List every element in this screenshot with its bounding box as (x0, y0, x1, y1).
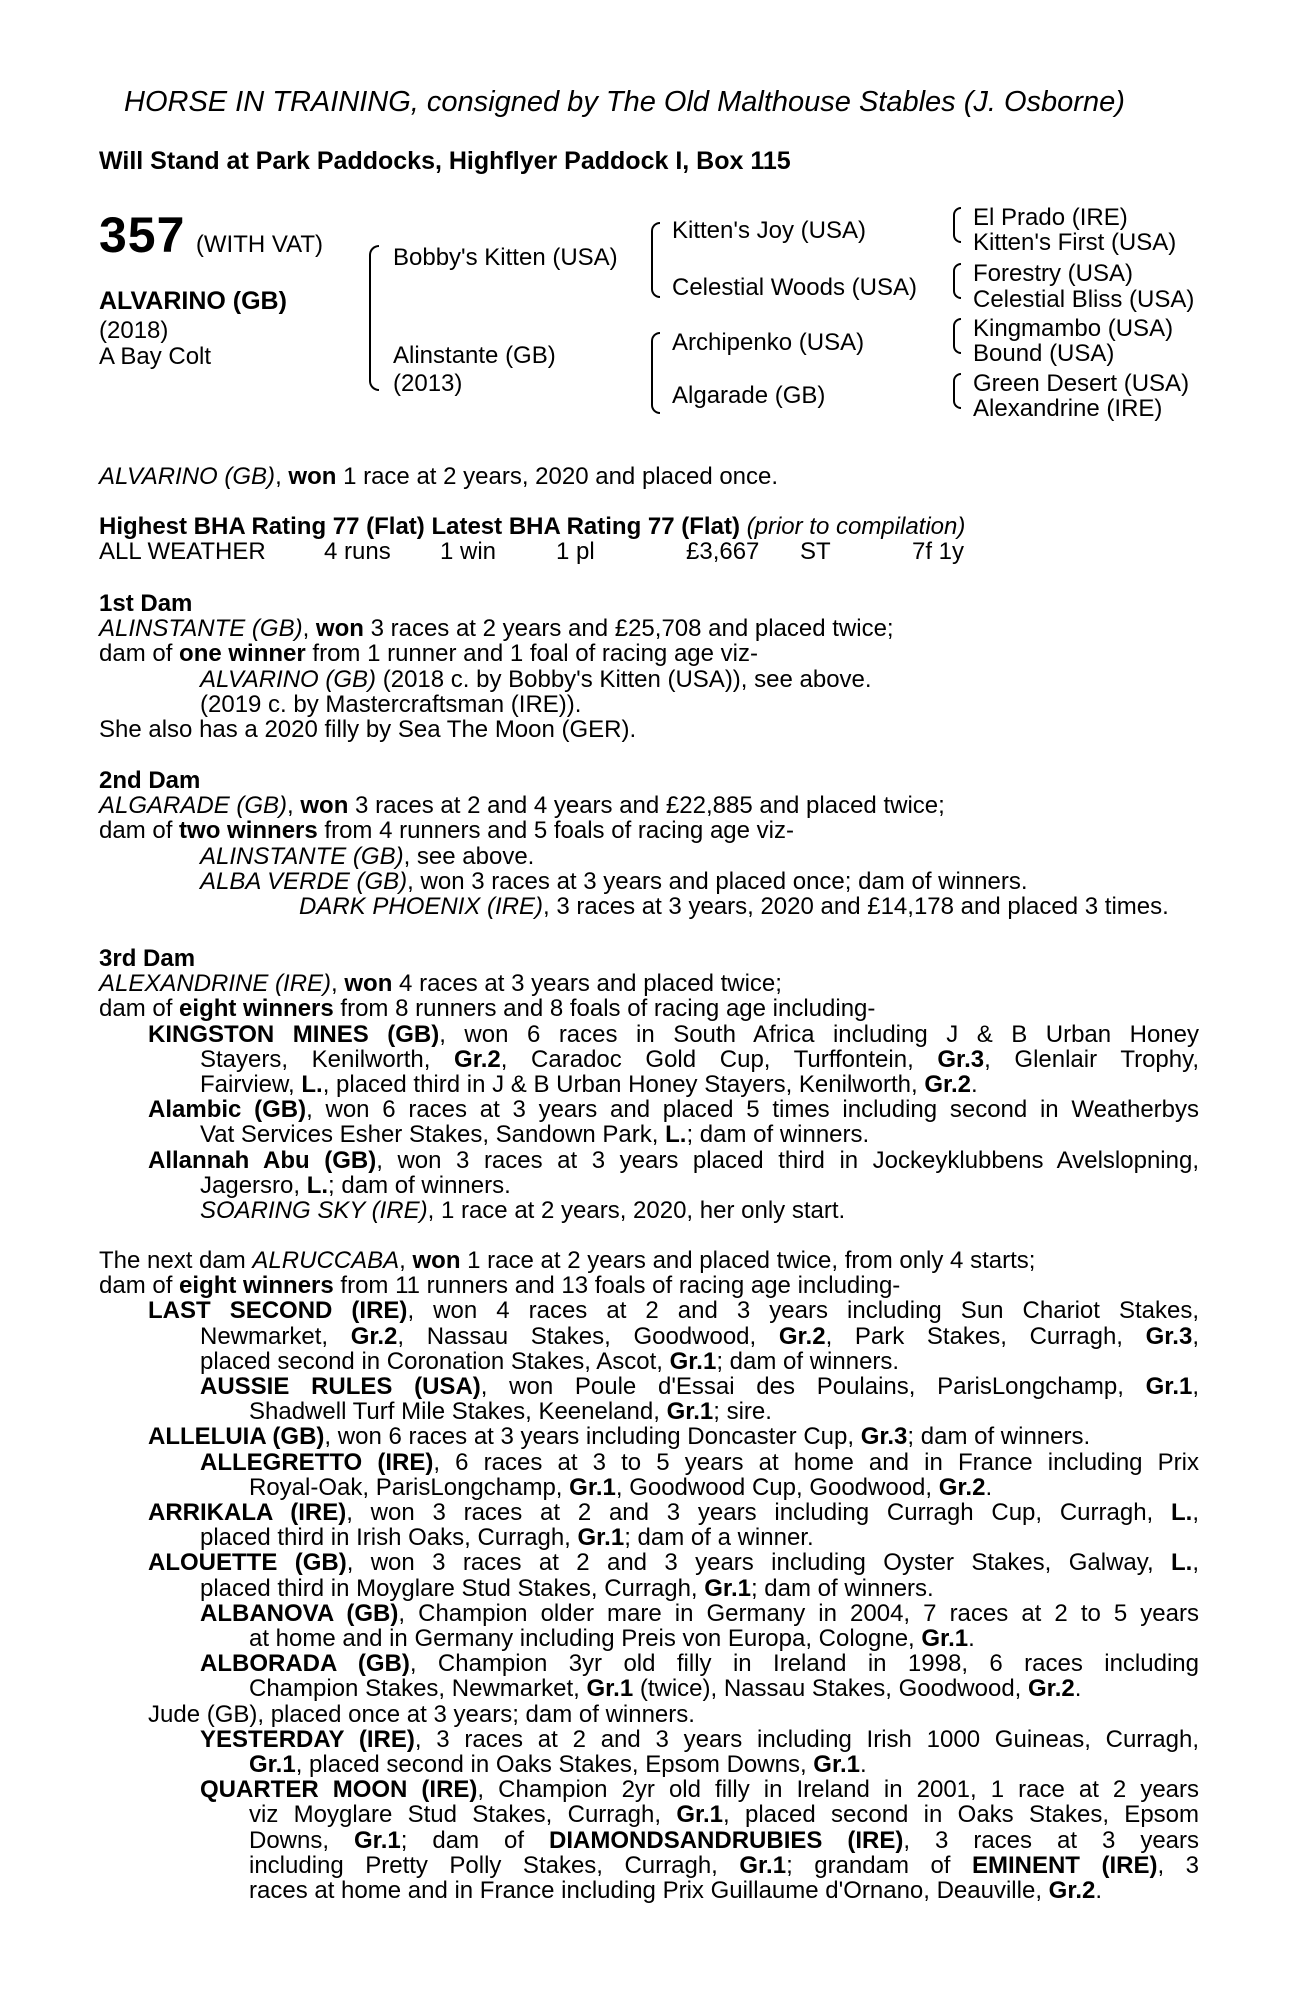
pedigree-brace-g1 (953, 207, 961, 243)
next-dam-section: The next dam ALRUCCABA, won 1 race at 2 years and placed twice, from only 4 starts; dam of eight winners from 11 runners and 13 foals of racing age including- LAST SECOND (IRE), won 4 races at 2 and 3 years including Sun Chariot Stakes, Newmarket, Gr.2, Nassau Stakes, Goodwood, Gr.2, Park Stakes, Curragh, Gr.3, placed second in Coronation Stakes, Ascot, Gr.1; dam of winners. AUSSIE RULES (USA), won Poule d'Essai des Poulains, ParisLongchamp, Gr.1, Shadwell Turf Mile Stakes, Keeneland, Gr.1; sire. ALLELUIA (GB), won 6 races at 3 years including Doncaster Cup, Gr.3; dam of winners. ALLEGRETTO (IRE), 6 races at 3 to 5 years at home and in France including Prix Royal-Oak, ParisLongchamp, Gr.1, Goodwood Cup, Goodwood, Gr.2. ARRIKALA (IRE), won 3 races at 2 and 3 years including Curragh Cup, Curragh, L., placed third in Irish Oaks, Curragh, Gr.1; dam of a winner. ALOUETTE (GB), won 3 races at 2 and 3 years including Oyster Stakes, Galway, L., placed third in Moyglare Stud Stakes, Curragh, Gr.1; dam of winners. ALBANOVA (GB), Champion older mare in Germany in 2004, 7 races at 2 to 5 years at home and in Germany including Preis von Europa, Cologne, Gr.1. ALBORADA (GB), Champion 3yr old filly in Ireland in 1998, 6 races including Champion Stakes, Newmarket, Gr.1 (twice), Nassau Stakes, Goodwood, Gr.2. Jude (GB), placed once at 3 years; dam of winners. YESTERDAY (IRE), 3 races at 2 and 3 years including Irish 1000 Guineas, Curragh, Gr.1, placed second in Oaks Stakes, Epsom Downs, Gr.1. QUARTER MOON (IRE), Champion 2yr old filly in Ireland in 2001, 1 race at 2 years viz Moyglare Stud Stakes, Curragh, Gr.1, placed second in Oaks Stakes, Epsom Downs, Gr.1; dam of DIAMONDSANDRUBIES (IRE), 3 races at 3 years including Pretty Polly Stakes, Curragh, Gr.1; grandam of EMINENT (IRE), 3 races at home and in France including Prix Guillaume d'Ornano, Deauville, Gr.2. (99, 1247, 1200, 1905)
stand-location: Will Stand at Park Paddocks, Highflyer Paddock I, Box 115 (99, 147, 791, 175)
ggd4: Alexandrine (IRE) (973, 395, 1163, 422)
ggs4: Green Desert (USA) (973, 370, 1190, 397)
third-dam-section: 3rd Dam ALEXANDRINE (IRE), won 4 races at 3 years and placed twice; dam of eight winners from 8 runners and 8 foals of racing age including- KINGSTON MINES (GB), won 6 races in South Africa including J & B Urban Honey Stayers, Kenilworth, Gr.2, Caradoc Gold Cup, Turffontein, Gr.3, Glenlair Trophy, Fairview, L., placed third in J & B Urban Honey Stayers, Kenilworth, Gr.2. Alambic (GB), won 6 races at 3 years and placed 5 times including second in Weatherbys Vat Services Esher Stakes, Sandown Park, L.; dam of winners. Allannah Abu (GB), won 3 races at 3 years placed third in Jockeyklubbens Avelslopning, Jagersro, L.; dam of winners. SOARING SKY (IRE), 1 race at 2 years, 2020, her only start. (99, 945, 1200, 1225)
sire-sire: Kitten's Joy (USA) (672, 217, 866, 244)
catalogue-title: HORSE IN TRAINING, consigned by The Old Malthouse Stables (J. Osborne) (124, 86, 1125, 118)
ggd1: Kitten's First (USA) (973, 229, 1177, 256)
race-summary: ALVARINO (GB), won 1 race at 2 years, 2020 and placed once. (99, 463, 779, 490)
section-heading: 1st Dam (99, 590, 193, 617)
rating-code: ST (800, 538, 831, 565)
ggd3: Bound (USA) (973, 340, 1115, 367)
rating-runs: 4 runs (324, 538, 391, 565)
section-heading: 2nd Dam (99, 767, 201, 794)
dam-dam: Algarade (GB) (672, 382, 826, 409)
ggs3: Kingmambo (USA) (973, 315, 1174, 342)
rating-distance: 7f 1y (912, 538, 965, 565)
pedigree-brace-dam (651, 332, 660, 414)
horse-name: ALVARINO (GB) (99, 287, 287, 315)
ggs2: Forestry (USA) (973, 260, 1134, 287)
sire: Bobby's Kitten (USA) (393, 244, 618, 271)
horse-description: A Bay Colt (99, 343, 212, 370)
rating-placed: 1 pl (556, 538, 595, 565)
rating-surface: ALL WEATHER (99, 538, 266, 565)
bha-rating: Highest BHA Rating 77 (Flat) Latest BHA Rating 77 (Flat) (prior to compilation) (99, 513, 966, 540)
lot-heading (99, 206, 323, 264)
vat-note: (WITH VAT) (195, 231, 323, 258)
pedigree-brace-g4 (953, 373, 961, 409)
horse-year: (2018) (99, 317, 169, 344)
second-dam-section: 2nd Dam ALGARADE (GB), won 3 races at 2 and 4 years and £22,885 and placed twice; dam of two winners from 4 runners and 5 foals of racing age viz- ALINSTANTE (GB), see above. ALBA VERDE (GB), won 3 races at 3 years and placed once; dam of winners. DARK PHOENIX (IRE), 3 races at 3 years, 2020 and £14,178 and placed 3 times. (99, 768, 1199, 919)
dam: Alinstante (GB) (393, 342, 556, 369)
pedigree-brace-sire (651, 222, 660, 298)
first-dam-section: 1st Dam ALINSTANTE (GB), won 3 races at 2 years and £25,708 and placed twice; dam of one winner from 1 runner and 1 foal of racing age viz- ALVARINO (GB) (2018 c. by Bobby's Kitten (USA)), see above. (2019 c. by Mastercraftsman (IRE)). She also has a 2020 filly by Sea The Moon (GER). (99, 591, 1199, 742)
pedigree-brace-main (369, 245, 379, 391)
rating-wins: 1 win (440, 538, 497, 565)
ggd2: Celestial Bliss (USA) (973, 286, 1195, 313)
sire-dam: Celestial Woods (USA) (672, 274, 917, 301)
pedigree-brace-g2 (953, 263, 961, 299)
rating-earnings: £3,667 (686, 538, 760, 565)
lot-number: 357 (99, 207, 186, 263)
dam-sire: Archipenko (USA) (672, 329, 865, 356)
pedigree-brace-g3 (953, 318, 961, 354)
ggs1: El Prado (IRE) (973, 204, 1128, 231)
section-heading: 3rd Dam (99, 945, 196, 972)
dam-year: (2013) (393, 370, 463, 397)
